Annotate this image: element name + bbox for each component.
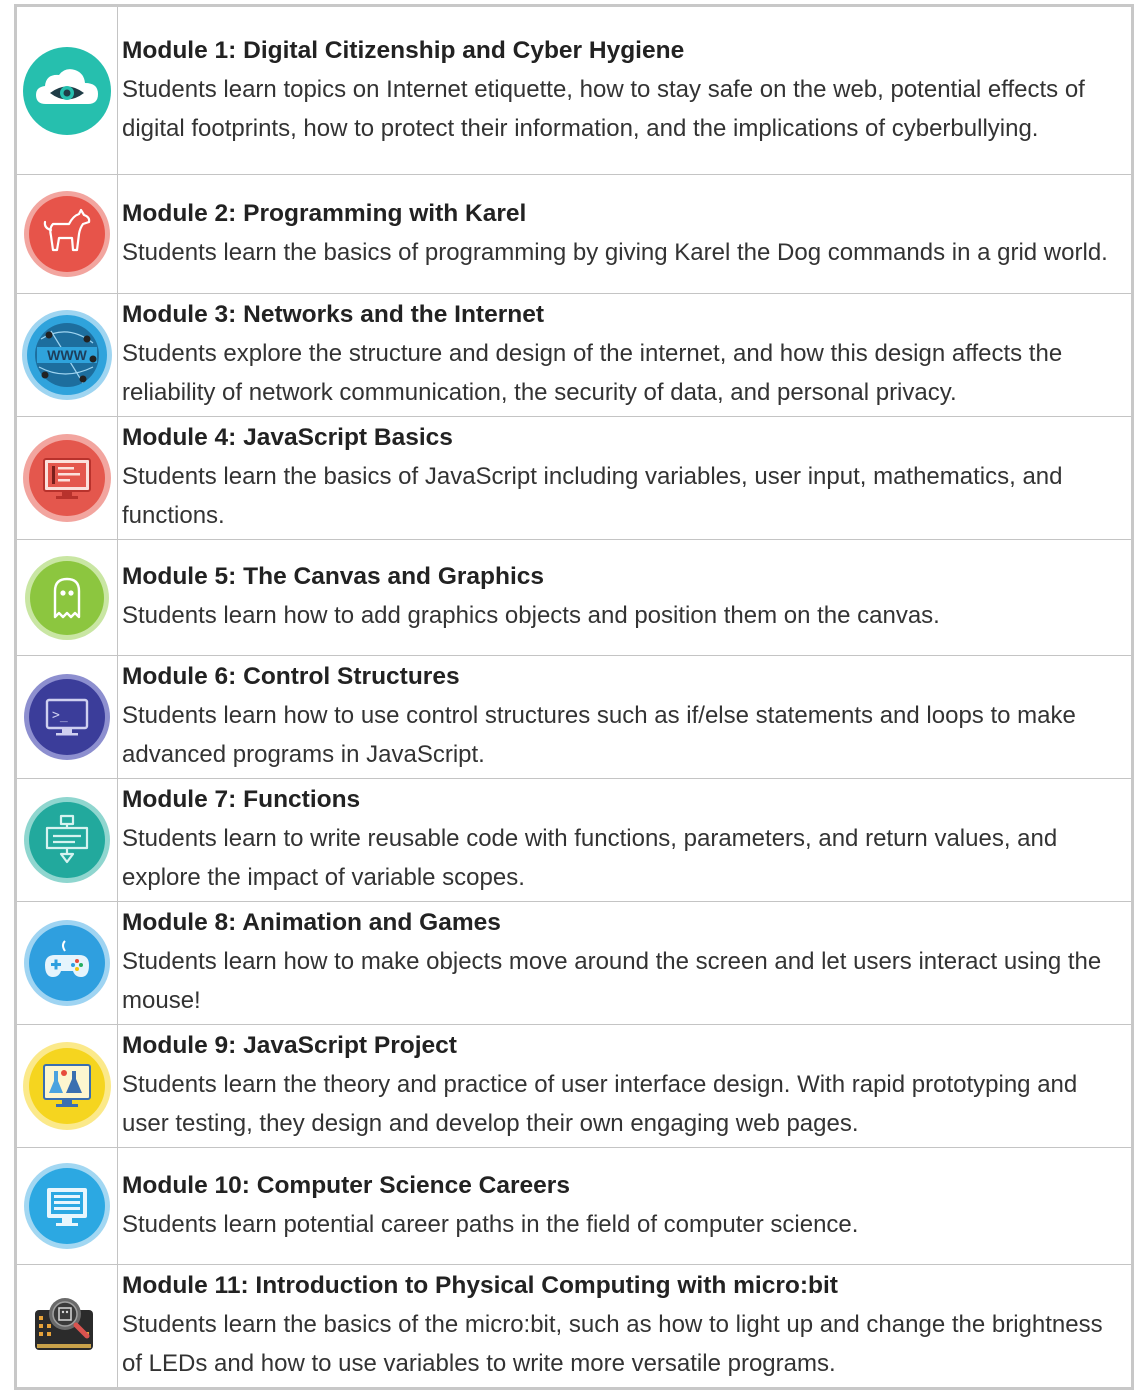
module-row xyxy=(16,1025,1133,1148)
svg-text:WWW: WWW xyxy=(47,347,87,363)
text-cell xyxy=(118,6,1133,175)
code-monitor-icon xyxy=(22,433,112,523)
module-title: Module 11: Introduction to Physical Computing with micro:bit xyxy=(122,1272,838,1299)
icon-cell xyxy=(16,1265,118,1389)
module-title: Module 6: Control Structures xyxy=(122,663,460,690)
text-cell xyxy=(118,540,1133,656)
text-cell xyxy=(118,779,1133,902)
module-row xyxy=(16,6,1133,175)
module-title: Module 7: Functions xyxy=(122,786,361,813)
icon-cell xyxy=(16,1148,118,1265)
www-globe-icon xyxy=(21,309,113,401)
module-row xyxy=(16,779,1133,902)
terminal-monitor-icon xyxy=(23,673,111,761)
icon-cell xyxy=(16,294,118,417)
module-description: Students learn the basics of the micro:bit, such as how to light up and change the brightness of LEDs and how to use variables to write more versatile programs. xyxy=(122,1311,1103,1377)
icon-cell xyxy=(16,417,118,540)
text-cell xyxy=(118,1025,1133,1148)
flowchart-icon xyxy=(23,796,111,884)
module-row xyxy=(16,1148,1133,1265)
module-row xyxy=(16,175,1133,294)
icon-cell xyxy=(16,902,118,1025)
module-row xyxy=(16,417,1133,540)
module-row xyxy=(16,902,1133,1025)
text-cell xyxy=(118,656,1133,779)
module-description: Students explore the structure and design of the internet, and how this design affects the reliability of network communication, the security of data, and personal privacy. xyxy=(122,340,1063,406)
modules-table xyxy=(14,4,1134,1390)
module-title: Module 9: JavaScript Project xyxy=(122,1032,457,1059)
icon-cell xyxy=(16,540,118,656)
module-description: Students learn the theory and practice of user interface design. With rapid prototyping and user testing, they design and develop their own engaging web pages. xyxy=(122,1071,1078,1137)
module-description: Students learn to write reusable code with functions, parameters, and return values, and explore the impact of variable scopes. xyxy=(122,825,1058,891)
svg-text:>_: >_ xyxy=(52,708,68,723)
icon-cell xyxy=(16,175,118,294)
text-cell xyxy=(118,1265,1133,1389)
module-description: Students learn how to use control structures such as if/else statements and loops to make advanced programs in JavaScript. xyxy=(122,702,1076,768)
computer-monitor-icon xyxy=(23,1162,111,1250)
icon-cell xyxy=(16,779,118,902)
text-cell xyxy=(118,902,1133,1025)
module-row xyxy=(16,540,1133,656)
flask-monitor-icon xyxy=(22,1041,112,1131)
gamepad-icon xyxy=(23,919,111,1007)
module-row xyxy=(16,656,1133,779)
text-cell xyxy=(118,1148,1133,1265)
module-title: Module 4: JavaScript Basics xyxy=(122,424,453,451)
module-title: Module 8: Animation and Games xyxy=(122,909,501,936)
icon-cell xyxy=(16,6,118,175)
module-description: Students learn how to make objects move around the screen and let users interact using the mouse! xyxy=(122,948,1102,1014)
module-description: Students learn the basics of programming by giving Karel the Dog commands in a grid world. xyxy=(122,238,1108,266)
module-title: Module 10: Computer Science Careers xyxy=(122,1171,570,1199)
microbit-magnifier-icon xyxy=(29,1288,105,1364)
ghost-icon xyxy=(24,555,110,641)
module-row xyxy=(16,1265,1133,1389)
module-description: Students learn potential career paths in the field of computer science. xyxy=(122,1210,859,1238)
module-title: Module 5: The Canvas and Graphics xyxy=(122,563,545,590)
module-row xyxy=(16,294,1133,417)
module-description: Students learn the basics of JavaScript including variables, user input, mathematics, and functions. xyxy=(122,463,1063,529)
module-title: Module 2: Programming with Karel xyxy=(122,199,527,227)
dog-icon xyxy=(23,190,111,278)
text-cell xyxy=(118,175,1133,294)
icon-cell xyxy=(16,1025,118,1148)
module-title: Module 1: Digital Citizenship and Cyber Hygiene xyxy=(122,36,685,64)
icon-cell xyxy=(16,656,118,779)
module-title: Module 3: Networks and the Internet xyxy=(122,301,544,328)
cloud-eye-icon xyxy=(22,46,112,136)
module-description: Students learn how to add graphics objects and position them on the canvas. xyxy=(122,602,940,629)
text-cell xyxy=(118,294,1133,417)
module-description: Students learn topics on Internet etiquette, how to stay safe on the web, potential effects of digital footprints, how to protect their information, and the implications of cyberbullying. xyxy=(122,75,1085,142)
text-cell xyxy=(118,417,1133,540)
